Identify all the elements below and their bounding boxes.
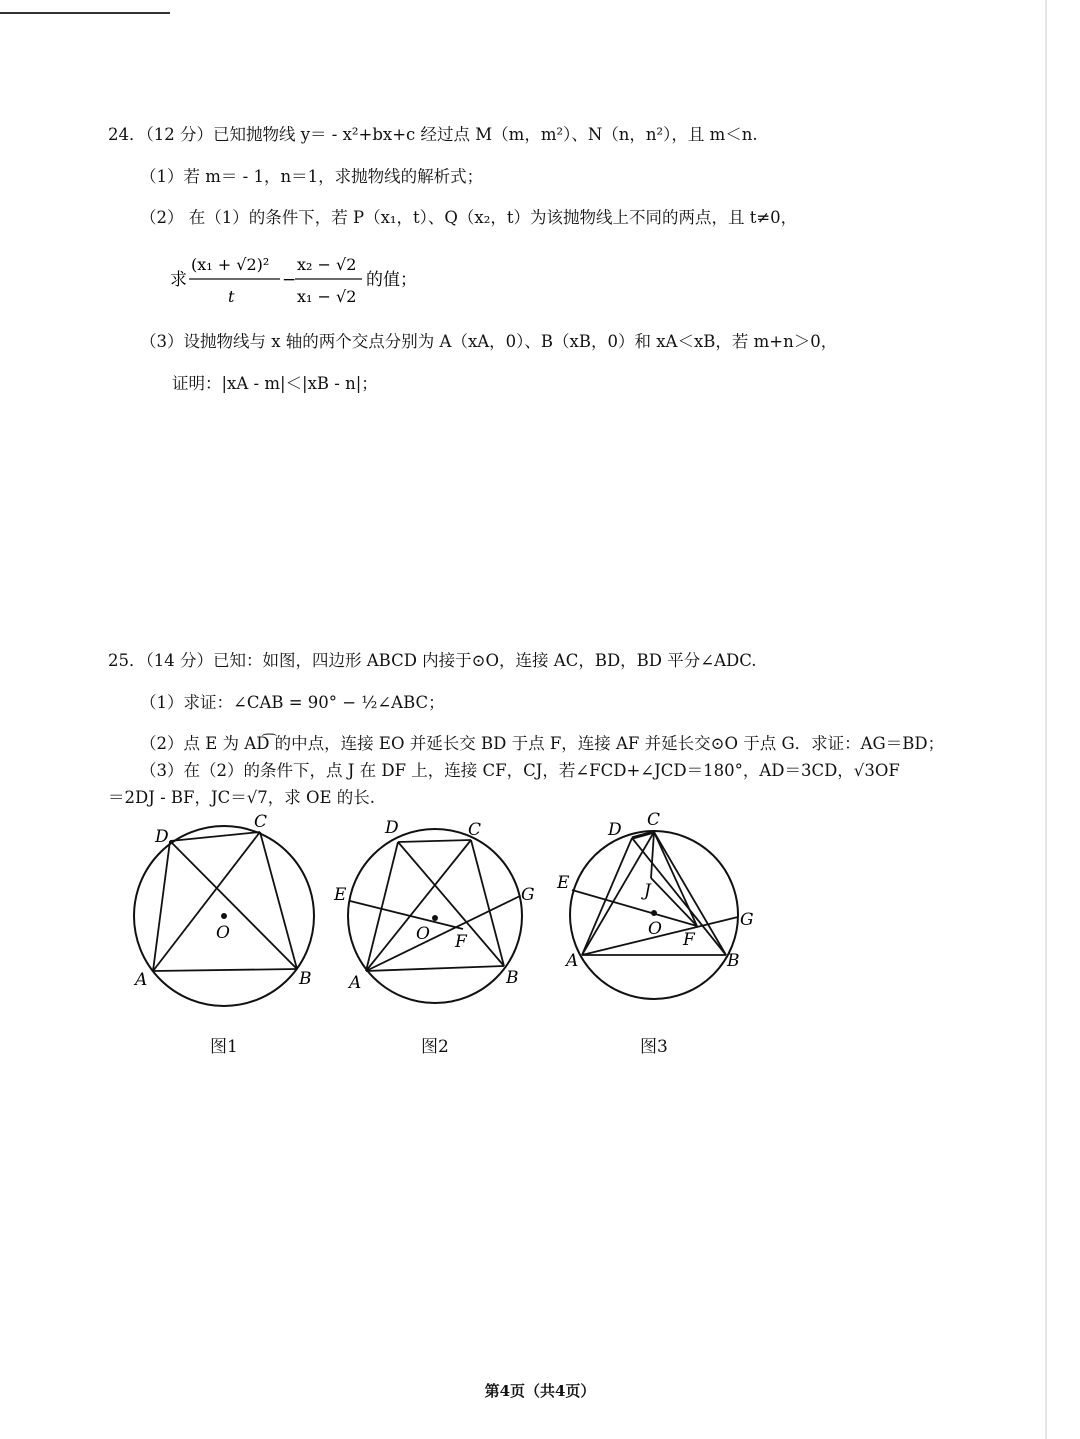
formula-minus: −	[282, 270, 297, 290]
fig2-label-f: F	[455, 932, 467, 952]
fig1-label-b: B	[299, 969, 312, 989]
formula-denominator-2: x₁ − √2	[297, 287, 357, 306]
figure-3-caption: 图3	[640, 1037, 668, 1057]
q25-title: 25．（14 分）已知：如图，四边形 ABCD 内接于⊙O，连接 AC，BD，BD 平分∠ADC.	[108, 651, 757, 670]
q25-part2: （2）点 E 为 AD͡ 的中点，连接 EO 并延长交 BD 于点 F，连接 AF 并延长交⊙O 于点 G．求证：AG＝BD；	[140, 734, 945, 753]
q25-part1: （1）求证：∠CAB = 90° − ½∠ABC；	[140, 693, 445, 712]
figure-1-caption: 图1	[210, 1037, 238, 1057]
q24-title: 24．（12 分）已知抛物线 y＝ - x²+bx+c 经过点 M（m，m²）、N（n，n²），且 m＜n.	[108, 125, 758, 144]
fig2-label-b: B	[506, 968, 519, 988]
fig1-label-c: C	[254, 812, 268, 832]
fig3-label-g: G	[740, 910, 754, 930]
figure-2	[328, 808, 548, 1008]
q24-part2: （2） 在（1）的条件下，若 P（x₁，t）、Q（x₂，t）为该抛物线上不同的两点，且 t≠0，	[140, 208, 798, 227]
figure-3	[548, 800, 768, 1005]
q25-part3a: （3）在（2）的条件下，点 J 在 DF 上，连接 CF，CJ，若∠FCD+∠JCD＝180°，AD＝3CD，√3OF	[140, 761, 900, 780]
fig2-label-c: C	[468, 820, 482, 840]
fig1-label-a: A	[135, 970, 148, 990]
fig3-label-d: D	[608, 820, 622, 840]
fig3-label-c: C	[647, 810, 661, 830]
scan-edge-line	[0, 12, 170, 14]
fig3-label-b: B	[727, 951, 740, 971]
formula-suffix: 的值；	[366, 270, 417, 290]
formula-numerator-1: (x₁ + √2)²	[191, 255, 270, 274]
fig3-label-e: E	[557, 873, 570, 893]
q24-part3: （3）设抛物线与 x 轴的两个交点分别为 A（xA，0）、B（xB，0）和 xA＜xB，若 m+n＞0，	[140, 332, 838, 351]
formula-prefix: 求	[170, 270, 187, 290]
figure-1	[120, 808, 330, 1008]
figure-2-caption: 图2	[421, 1037, 449, 1057]
fig2-label-e: E	[334, 885, 347, 905]
fig3-label-f: F	[683, 930, 695, 950]
fig3-label-a: A	[566, 951, 579, 971]
fig1-label-o: O	[216, 923, 230, 943]
page-edge	[1045, 0, 1047, 1439]
fig2-label-d: D	[385, 818, 399, 838]
page-footer: 第4页（共4页）	[484, 1382, 596, 1400]
formula-denominator-1: t	[228, 287, 235, 306]
fig2-label-a: A	[349, 973, 362, 993]
q24-proof: 证明：|xA - m|＜|xB - n|；	[172, 374, 378, 393]
q24-formula	[170, 246, 430, 312]
fig3-label-o: O	[648, 919, 662, 939]
fig1-label-d: D	[155, 827, 169, 847]
formula-numerator-2: x₂ − √2	[297, 255, 357, 274]
q25-part3b: ＝2DJ - BF，JC＝√7，求 OE 的长.	[108, 788, 376, 807]
fig2-label-g: G	[521, 885, 535, 905]
fig2-label-o: O	[416, 924, 430, 944]
q24-part1: （1）若 m＝ - 1，n＝1，求抛物线的解析式；	[140, 167, 484, 186]
fig3-label-j: J	[644, 881, 651, 901]
